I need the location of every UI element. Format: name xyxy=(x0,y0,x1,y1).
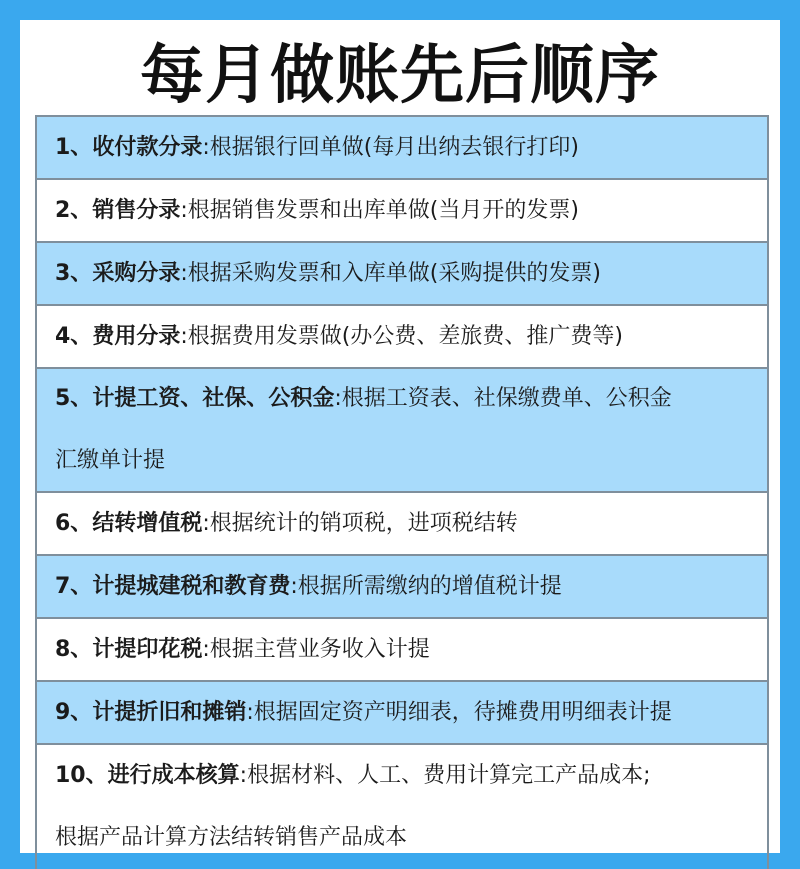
table-row xyxy=(37,619,767,682)
row-description: 根据主营业务收入计提 xyxy=(209,636,430,662)
row-heading: 进行成本核算 xyxy=(107,763,240,788)
row-line xyxy=(55,180,751,242)
row-description: 根据费用发票做(办公费、差旅费、推广费等) xyxy=(187,323,623,349)
row-separator: : xyxy=(180,260,188,286)
row-separator: : xyxy=(202,134,210,160)
row-description-continued: 根据产品计算方法结转销售产品成本 xyxy=(55,825,408,850)
row-separator: : xyxy=(239,763,248,788)
table-row xyxy=(37,180,767,243)
row-line xyxy=(55,745,751,807)
table-row xyxy=(37,369,767,493)
steps-table xyxy=(35,115,769,869)
row-separator: : xyxy=(334,386,342,411)
row-separator: : xyxy=(290,573,298,599)
row-number: 9、 xyxy=(55,699,93,725)
table-row xyxy=(37,556,767,619)
row-separator: : xyxy=(180,197,188,223)
row-number: 10、 xyxy=(55,763,108,788)
row-number: 3、 xyxy=(55,260,93,286)
row-separator: : xyxy=(202,636,210,662)
row-heading: 计提城建税和教育费 xyxy=(92,573,291,599)
row-heading: 费用分录 xyxy=(92,323,181,349)
row-heading: 计提工资、社保、公积金 xyxy=(92,386,335,411)
row-description: 根据统计的销项税，进项税结转 xyxy=(209,510,518,536)
row-separator: : xyxy=(246,699,254,725)
row-description: 根据银行回单做(每月出纳去银行打印) xyxy=(209,134,579,160)
document-sheet xyxy=(20,20,780,853)
table-row xyxy=(37,745,767,869)
row-line xyxy=(55,619,751,681)
row-heading: 结转增值税 xyxy=(92,510,203,536)
row-heading: 采购分录 xyxy=(92,260,181,286)
row-description: 根据采购发票和入库单做(采购提供的发票) xyxy=(187,260,601,286)
row-line-continued xyxy=(55,807,751,869)
row-description: 根据工资表、社保缴费单、公积金 xyxy=(341,386,672,411)
row-line-continued xyxy=(55,430,751,492)
row-description-continued: 汇缴单计提 xyxy=(55,448,166,473)
row-line xyxy=(55,682,751,744)
row-description: 根据销售发票和出库单做(当月开的发票) xyxy=(187,197,579,223)
table-row xyxy=(37,493,767,556)
page-title: 每月做账先后顺序 xyxy=(140,39,660,113)
row-separator: : xyxy=(180,323,188,349)
row-number: 1、 xyxy=(55,134,93,160)
row-number: 4、 xyxy=(55,323,93,349)
row-line xyxy=(55,556,751,618)
table-row xyxy=(37,243,767,306)
row-number: 5、 xyxy=(55,386,93,411)
row-line xyxy=(55,368,751,430)
table-row xyxy=(37,682,767,745)
row-heading: 销售分录 xyxy=(92,197,181,223)
row-number: 6、 xyxy=(55,510,93,536)
row-line xyxy=(55,493,751,555)
row-heading: 计提折旧和摊销 xyxy=(92,699,247,725)
row-separator: : xyxy=(202,510,210,536)
row-line xyxy=(55,117,751,179)
row-description: 根据材料、人工、费用计算完工产品成本; xyxy=(247,763,651,788)
row-description: 根据所需缴纳的增值税计提 xyxy=(297,573,562,599)
row-heading: 收付款分录 xyxy=(92,134,203,160)
row-heading: 计提印花税 xyxy=(92,636,203,662)
table-row xyxy=(37,117,767,180)
row-number: 2、 xyxy=(55,197,93,223)
row-line xyxy=(55,243,751,305)
table-row xyxy=(37,306,767,369)
row-description: 根据固定资产明细表，待摊费用明细表计提 xyxy=(253,699,672,725)
row-line xyxy=(55,306,751,368)
row-number: 8、 xyxy=(55,636,93,662)
row-number: 7、 xyxy=(55,573,93,599)
